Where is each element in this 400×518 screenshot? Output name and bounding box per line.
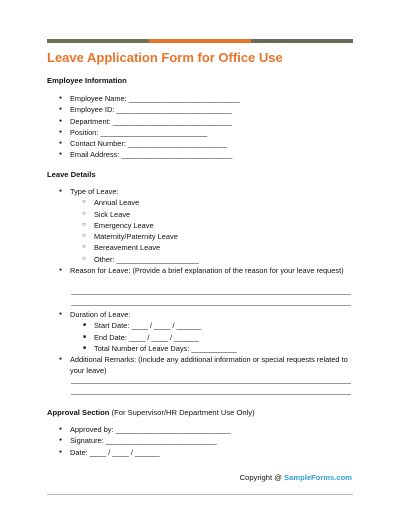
leave-type-list	[47, 186, 355, 276]
leave-type-bereavement[interactable]: ○ Bereavement Leave	[47, 242, 355, 253]
approval-heading-title: Approval Section	[47, 408, 110, 417]
additional-remarks: ● Additional Remarks: (Include any additional information or special requests related to your leave)	[47, 354, 355, 377]
remarks-answer-line-2[interactable]	[71, 394, 351, 395]
employee-name-field[interactable]: ● Employee Name: ___________________________	[47, 93, 240, 104]
approval-heading	[47, 408, 255, 417]
employee-info-heading: Employee Information	[47, 76, 127, 85]
leave-type-other[interactable]: ○ Other: ____________________	[47, 254, 355, 265]
end-date-field[interactable]: ■ End Date: ____ / ____ / ______	[47, 332, 355, 343]
approval-date-field[interactable]: ● Date: ____ / ____ / ______	[47, 447, 231, 458]
leave-type-emergency[interactable]: ○ Emergency Leave	[47, 220, 355, 231]
duration-label: ● Duration of Leave:	[47, 309, 355, 320]
start-date-field[interactable]: ■ Start Date: ____ / ____ / ______	[47, 320, 355, 331]
approved-by-field[interactable]: ● Approved by: ____________________________	[47, 424, 231, 435]
duration-list	[47, 309, 355, 377]
contact-number-field[interactable]: ● Contact Number: ________________________	[47, 138, 240, 149]
reason-answer-line-1[interactable]	[71, 294, 351, 295]
color-bar-segment-3	[251, 39, 353, 43]
employee-fields-list	[47, 93, 240, 161]
remarks-answer-line-1[interactable]	[71, 383, 351, 384]
leave-type-annual[interactable]: ○ Annual Leave	[47, 197, 355, 208]
approval-fields-list	[47, 424, 231, 458]
approval-heading-note: (For Supervisor/HR Department Use Only)	[109, 408, 255, 417]
copyright-footer	[240, 473, 352, 482]
leave-details-heading: Leave Details	[47, 170, 96, 179]
department-field[interactable]: ● Department: _____________________________	[47, 116, 240, 127]
reason-answer-line-2[interactable]	[71, 305, 351, 306]
copyright-prefix: Copyright @	[239, 473, 285, 482]
leave-type-maternity-paternity[interactable]: ○ Maternity/Paternity Leave	[47, 231, 355, 242]
email-address-field[interactable]: ● Email Address: ___________________________	[47, 149, 240, 160]
position-field[interactable]: ● Position: __________________________	[47, 127, 240, 138]
form-title: Leave Application Form for Office Use	[47, 50, 283, 65]
footer-divider	[47, 494, 353, 495]
color-bar-segment-2	[149, 39, 251, 43]
header-color-bar	[47, 39, 353, 43]
signature-field[interactable]: ● Signature: ___________________________	[47, 435, 231, 446]
leave-type-label: ● Type of Leave:	[47, 186, 355, 197]
employee-id-field[interactable]: ● Employee ID: ____________________________	[47, 104, 240, 115]
reason-for-leave: ● Reason for Leave: (Provide a brief explanation of the reason for your leave request)	[47, 265, 355, 276]
leave-type-sick[interactable]: ○ Sick Leave	[47, 209, 355, 220]
color-bar-segment-1	[47, 39, 149, 43]
sampleforms-link[interactable]: SampleForms.com	[284, 473, 352, 482]
total-leave-days-field[interactable]: ■ Total Number of Leave Days: ___________	[47, 343, 355, 354]
